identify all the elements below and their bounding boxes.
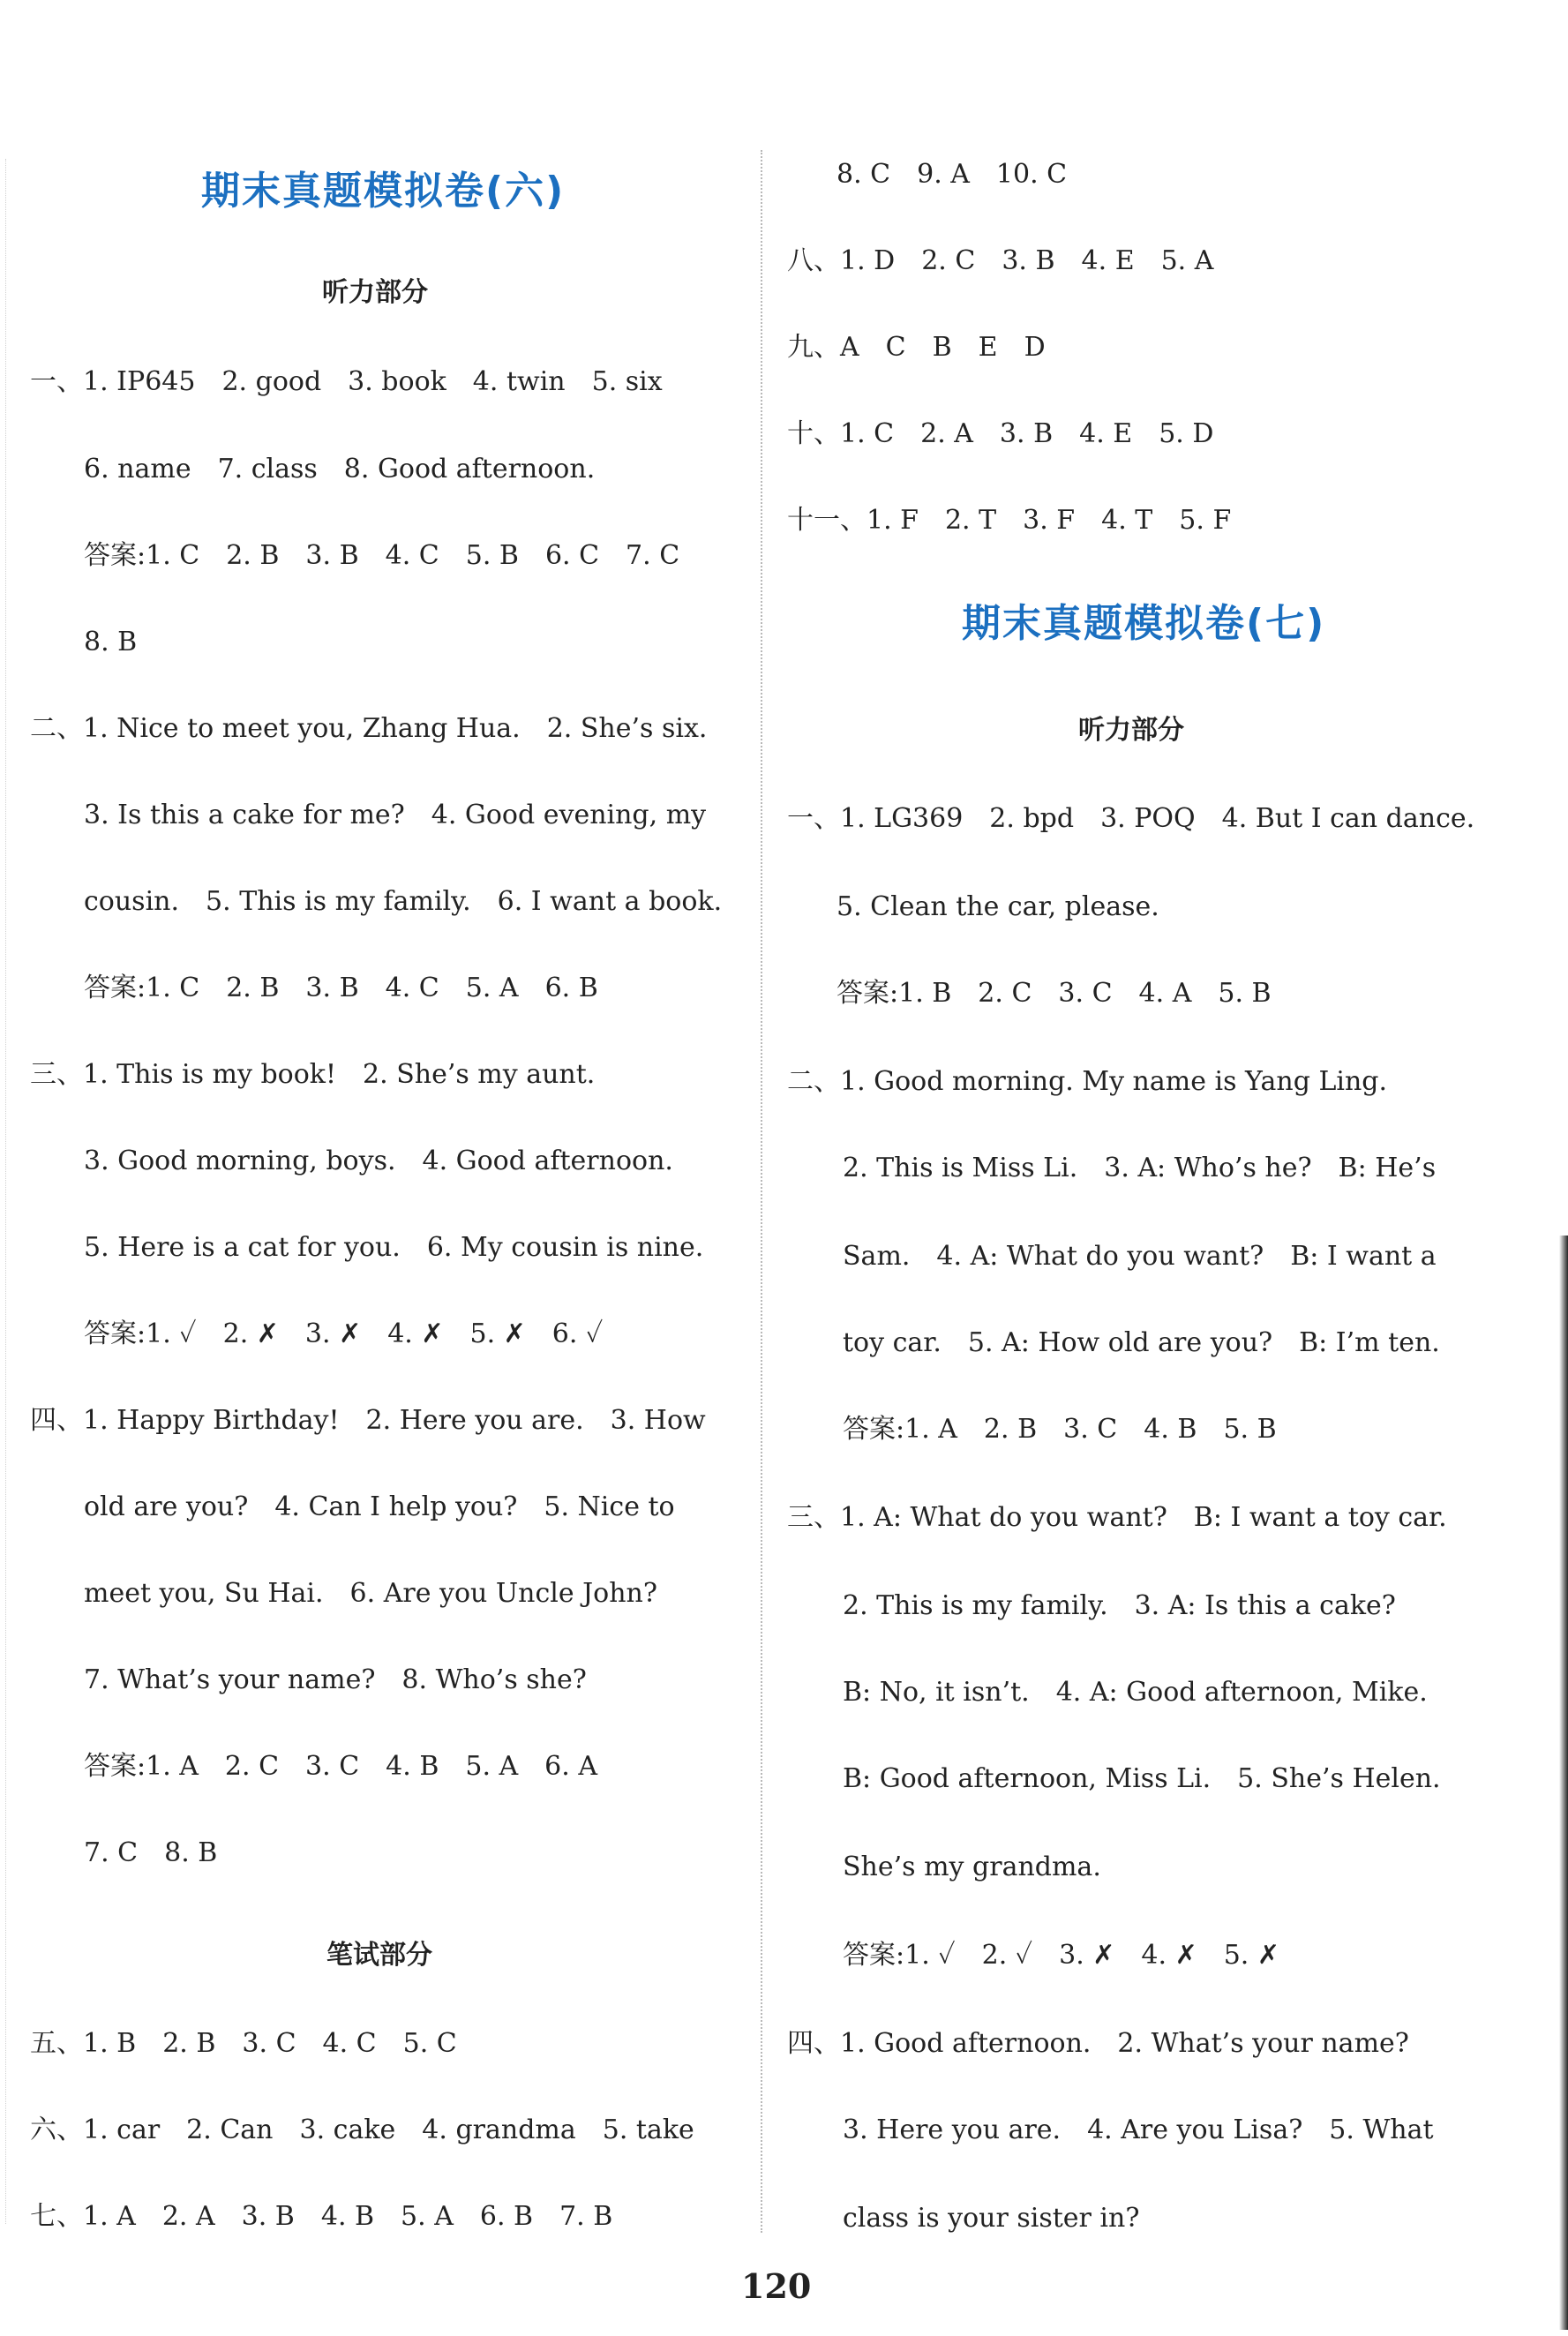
answer-line: 五、1. B 2. B 3. C 4. C 5. C [30,2028,457,2059]
answer-line: 3. Is this a cake for me? 4. Good evening, my [84,800,707,830]
answer-line: She’s my grandma. [843,1852,1101,1882]
answer-line: 2. This is Miss Li. 3. A: Who’s he? B: He’s [843,1153,1437,1183]
answer-line: meet you, Su Hai. 6. Are you Uncle John? [84,1578,657,1609]
answer-key-line: 答案:1. ✓ 2. ✗ 3. ✗ 4. ✗ 5. ✗ 6. ✓ [84,1318,604,1349]
answer-line: 四、1. Good afternoon. 2. What’s your name? [787,2028,1409,2059]
answer-line: B: No, it isn’t. 4. A: Good afternoon, Mike. [843,1677,1428,1708]
answer-line: old are you? 4. Can I help you? 5. Nice to [84,1491,675,1522]
answer-line: 二、1. Good morning. My name is Yang Ling. [787,1066,1388,1097]
answer-line: 8. B [84,627,138,657]
scan-shadow-edge [1559,1236,1568,2330]
answer-key-line: 答案:1. B 2. C 3. C 4. A 5. B [837,978,1272,1009]
answer-line: 十一、1. F 2. T 3. F 4. T 5. F [787,505,1232,536]
answer-line: 九、A C B E D [787,332,1046,363]
answer-line: 5. Clean the car, please. [837,891,1159,922]
answer-line: 7. What’s your name? 8. Who’s she? [84,1664,587,1695]
answer-line: 七、1. A 2. A 3. B 4. B 5. A 6. B 7. B [30,2201,613,2232]
listening-heading: 听力部分 [1078,715,1184,746]
column-divider [761,150,762,2233]
answer-line: 三、1. This is my book! 2. She’s my aunt. [30,1059,596,1090]
answer-line: 8. C 9. A 10. C [837,159,1068,190]
answer-line: toy car. 5. A: How old are you? B: I’m ten. [843,1327,1440,1358]
answer-key-line: 答案:1. A 2. B 3. C 4. B 5. B [843,1414,1277,1445]
answer-line: class is your sister in? [843,2203,1140,2234]
answer-line: 5. Here is a cat for you. 6. My cousin is nine. [84,1232,704,1263]
answer-line: 6. name 7. class 8. Good afternoon. [84,454,596,484]
page-number: 120 [741,2266,812,2306]
answer-line: B: Good afternoon, Miss Li. 5. She’s Helen. [843,1763,1441,1794]
exam-title-6: 期末真题模拟卷(六) [201,169,566,214]
answer-line: 2. This is my family. 3. A: Is this a cake? [843,1590,1396,1621]
answer-line: 十、1. C 2. A 3. B 4. E 5. D [787,418,1214,449]
answer-key-line: 答案:1. C 2. B 3. B 4. C 5. B 6. C 7. C [84,540,680,571]
answer-line: 一、1. LG369 2. bpd 3. POQ 4. But I can dance. [787,803,1475,834]
answer-line: 八、1. D 2. C 3. B 4. E 5. A [787,245,1214,276]
answer-key-line: 答案:1. ✓ 2. ✓ 3. ✗ 4. ✗ 5. ✗ [843,1940,1280,1971]
answer-line: Sam. 4. A: What do you want? B: I want a [843,1241,1437,1272]
exam-title-7: 期末真题模拟卷(七) [962,601,1326,646]
answer-line: 3. Good morning, boys. 4. Good afternoon. [84,1145,673,1176]
answer-line: 三、1. A: What do you want? B: I want a toy car. [787,1502,1447,1533]
answer-line: 7. C 8. B [84,1837,218,1868]
answer-line: 六、1. car 2. Can 3. cake 4. grandma 5. take [30,2114,694,2145]
scan-left-edge [5,159,6,2224]
answer-line: 一、1. IP645 2. good 3. book 4. twin 5. six [30,366,663,397]
listening-heading: 听力部分 [322,277,428,308]
answer-line: 3. Here you are. 4. Are you Lisa? 5. What [843,2114,1434,2145]
answer-line: 二、1. Nice to meet you, Zhang Hua. 2. She’s six. [30,713,708,744]
answer-line: 四、1. Happy Birthday! 2. Here you are. 3. How [30,1405,706,1436]
answer-key-line: 答案:1. C 2. B 3. B 4. C 5. A 6. B [84,973,598,1003]
answer-key-line: 答案:1. A 2. C 3. C 4. B 5. A 6. A [84,1751,598,1782]
writing-heading: 笔试部分 [326,1940,432,1971]
answer-line: cousin. 5. This is my family. 6. I want a book. [84,886,723,917]
